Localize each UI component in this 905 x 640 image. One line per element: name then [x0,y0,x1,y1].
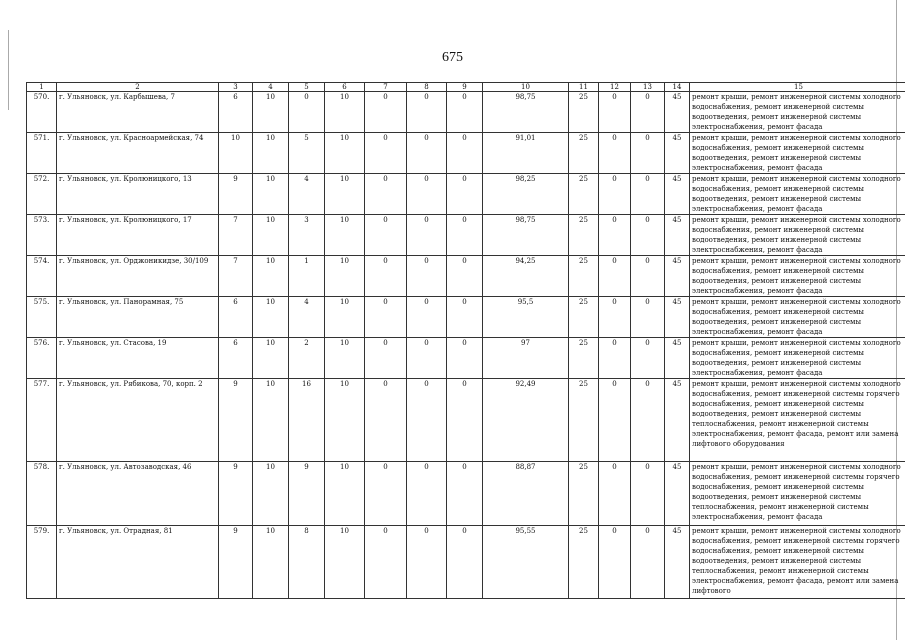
housing-register-table [26,82,905,599]
address-cell: г. Ульяновск, ул. Отрадная, 81 [57,526,219,599]
row-number: 571. [27,133,57,174]
address-cell: г. Ульяновск, ул. Орджоникидзе, 30/109 [57,256,219,297]
col-13: 0 [631,379,665,462]
col-5: 0 [289,92,325,133]
col-13: 0 [631,92,665,133]
column-header-12: 12 [599,83,631,92]
col-8: 0 [407,462,447,526]
col-3: 7 [219,256,253,297]
works-cell: ремонт крыши, ремонт инженерной системы холодного водоснабжения, ремонт инженерной системы водоотведения, ремонт инженерной системы электроснабжения, ремонт фасада [690,174,905,215]
address-cell: г. Ульяновск, ул. Автозаводская, 46 [57,462,219,526]
column-header-2: 2 [57,83,219,92]
left-margin-line [8,30,9,110]
col-7: 0 [365,174,407,215]
col-9: 0 [447,462,483,526]
column-header-14: 14 [665,83,690,92]
column-header-7: 7 [365,83,407,92]
row-number: 579. [27,526,57,599]
column-header-1: 1 [27,83,57,92]
col-9: 0 [447,526,483,599]
table-row [27,174,905,215]
column-header-10: 10 [483,83,569,92]
col-14: 45 [665,526,690,599]
column-header-5: 5 [289,83,325,92]
col-9: 0 [447,92,483,133]
col-5: 16 [289,379,325,462]
column-header-15: 15 [690,83,905,92]
page-number: 675 [442,50,463,65]
col-5: 1 [289,256,325,297]
col-3: 9 [219,462,253,526]
address-cell: г. Ульяновск, ул. Кролюницкого, 17 [57,215,219,256]
table-row [27,215,905,256]
col-11: 25 [569,462,599,526]
address-cell: г. Ульяновск, ул. Стасова, 19 [57,338,219,379]
col-6: 10 [325,174,365,215]
col-4: 10 [253,92,289,133]
col-4: 10 [253,297,289,338]
col-13: 0 [631,526,665,599]
col-7: 0 [365,133,407,174]
col-7: 0 [365,92,407,133]
col-8: 0 [407,133,447,174]
col-4: 10 [253,379,289,462]
col-6: 10 [325,256,365,297]
col-10: 92,49 [483,379,569,462]
col-6: 10 [325,133,365,174]
col-8: 0 [407,526,447,599]
col-4: 10 [253,215,289,256]
col-10: 94,25 [483,256,569,297]
col-12: 0 [599,297,631,338]
col-12: 0 [599,462,631,526]
column-header-9: 9 [447,83,483,92]
col-3: 6 [219,297,253,338]
col-3: 10 [219,133,253,174]
address-cell: г. Ульяновск, ул. Карбышева, 7 [57,92,219,133]
works-cell: ремонт крыши, ремонт инженерной системы холодного водоснабжения, ремонт инженерной системы водоотведения, ремонт инженерной системы электроснабжения, ремонт фасада [690,256,905,297]
col-12: 0 [599,174,631,215]
col-11: 25 [569,133,599,174]
col-10: 98,75 [483,215,569,256]
table-row [27,379,905,462]
table-row [27,462,905,526]
col-9: 0 [447,174,483,215]
col-8: 0 [407,297,447,338]
col-10: 97 [483,338,569,379]
row-number: 577. [27,379,57,462]
col-4: 10 [253,174,289,215]
col-7: 0 [365,462,407,526]
col-11: 25 [569,297,599,338]
col-6: 10 [325,92,365,133]
col-9: 0 [447,215,483,256]
col-10: 95,55 [483,526,569,599]
column-header-11: 11 [569,83,599,92]
col-5: 3 [289,215,325,256]
column-header-3: 3 [219,83,253,92]
col-11: 25 [569,256,599,297]
col-5: 9 [289,462,325,526]
col-9: 0 [447,379,483,462]
col-3: 9 [219,174,253,215]
col-12: 0 [599,338,631,379]
col-10: 95,5 [483,297,569,338]
col-13: 0 [631,133,665,174]
col-14: 45 [665,338,690,379]
col-9: 0 [447,297,483,338]
col-4: 10 [253,256,289,297]
table-row [27,256,905,297]
col-6: 10 [325,462,365,526]
header-row [27,83,905,92]
col-5: 4 [289,297,325,338]
col-7: 0 [365,215,407,256]
works-cell: ремонт крыши, ремонт инженерной системы холодного водоснабжения, ремонт инженерной системы водоотведения, ремонт инженерной системы электроснабжения, ремонт фасада [690,215,905,256]
col-12: 0 [599,526,631,599]
row-number: 572. [27,174,57,215]
col-7: 0 [365,379,407,462]
works-cell: ремонт крыши, ремонт инженерной системы холодного водоснабжения, ремонт инженерной системы водоотведения, ремонт инженерной системы электроснабжения, ремонт фасада [690,297,905,338]
column-header-6: 6 [325,83,365,92]
col-12: 0 [599,379,631,462]
col-6: 10 [325,526,365,599]
col-14: 45 [665,174,690,215]
col-11: 25 [569,526,599,599]
col-7: 0 [365,526,407,599]
col-4: 10 [253,338,289,379]
col-13: 0 [631,256,665,297]
col-12: 0 [599,133,631,174]
col-8: 0 [407,215,447,256]
col-12: 0 [599,92,631,133]
col-8: 0 [407,256,447,297]
column-header-8: 8 [407,83,447,92]
col-12: 0 [599,256,631,297]
col-13: 0 [631,297,665,338]
col-11: 25 [569,174,599,215]
col-3: 7 [219,215,253,256]
col-9: 0 [447,338,483,379]
col-14: 45 [665,133,690,174]
col-14: 45 [665,256,690,297]
col-3: 6 [219,338,253,379]
col-10: 98,25 [483,174,569,215]
col-5: 4 [289,174,325,215]
row-number: 574. [27,256,57,297]
address-cell: г. Ульяновск, ул. Красноармейская, 74 [57,133,219,174]
table-row [27,92,905,133]
col-13: 0 [631,338,665,379]
col-4: 10 [253,526,289,599]
col-13: 0 [631,215,665,256]
col-13: 0 [631,174,665,215]
table-row [27,297,905,338]
col-10: 98,75 [483,92,569,133]
row-number: 575. [27,297,57,338]
address-cell: г. Ульяновск, ул. Рябикова, 70, корп. 2 [57,379,219,462]
col-13: 0 [631,462,665,526]
works-cell: ремонт крыши, ремонт инженерной системы холодного водоснабжения, ремонт инженерной системы горячего водоснабжения, ремонт инженерной системы водоотведения, ремонт инженерной системы теплоснабжения, ремонт инженерной системы электроснабжения, ремонт фасада, ремонт или замена лифтового [690,526,905,599]
address-cell: г. Ульяновск, ул. Панорамная, 75 [57,297,219,338]
table-row [27,133,905,174]
col-5: 8 [289,526,325,599]
works-cell: ремонт крыши, ремонт инженерной системы холодного водоснабжения, ремонт инженерной системы водоотведения, ремонт инженерной системы электроснабжения, ремонт фасада [690,133,905,174]
col-9: 0 [447,256,483,297]
col-11: 25 [569,92,599,133]
col-6: 10 [325,379,365,462]
works-cell: ремонт крыши, ремонт инженерной системы холодного водоснабжения, ремонт инженерной системы горячего водоснабжения, ремонт инженерной системы водоотведения, ремонт инженерной системы теплоснабжения, ремонт инженерной системы электроснабжения, ремонт фасада [690,462,905,526]
col-5: 5 [289,133,325,174]
col-10: 88,87 [483,462,569,526]
col-3: 9 [219,379,253,462]
table-row [27,338,905,379]
column-header-13: 13 [631,83,665,92]
col-11: 25 [569,338,599,379]
works-cell: ремонт крыши, ремонт инженерной системы холодного водоснабжения, ремонт инженерной системы горячего водоснабжения, ремонт инженерной системы водоотведения, ремонт инженерной системы теплоснабжения, ремонт инженерной системы электроснабжения, ремонт фасада, ремонт или замена лифтового оборудования [690,379,905,462]
row-number: 578. [27,462,57,526]
works-cell: ремонт крыши, ремонт инженерной системы холодного водоснабжения, ремонт инженерной системы водоотведения, ремонт инженерной системы электроснабжения, ремонт фасада [690,338,905,379]
column-header-4: 4 [253,83,289,92]
col-4: 10 [253,133,289,174]
address-cell: г. Ульяновск, ул. Кролюницкого, 13 [57,174,219,215]
col-14: 45 [665,297,690,338]
row-number: 570. [27,92,57,133]
col-7: 0 [365,256,407,297]
col-9: 0 [447,133,483,174]
col-14: 45 [665,379,690,462]
col-6: 10 [325,215,365,256]
col-8: 0 [407,174,447,215]
col-11: 25 [569,379,599,462]
col-14: 45 [665,92,690,133]
col-3: 6 [219,92,253,133]
col-3: 9 [219,526,253,599]
col-7: 0 [365,297,407,338]
col-8: 0 [407,379,447,462]
col-6: 10 [325,297,365,338]
row-number: 573. [27,215,57,256]
row-number: 576. [27,338,57,379]
col-14: 45 [665,462,690,526]
col-7: 0 [365,338,407,379]
col-14: 45 [665,215,690,256]
col-8: 0 [407,338,447,379]
col-10: 91,01 [483,133,569,174]
works-cell: ремонт крыши, ремонт инженерной системы холодного водоснабжения, ремонт инженерной системы водоотведения, ремонт инженерной системы электроснабжения, ремонт фасада [690,92,905,133]
col-5: 2 [289,338,325,379]
col-11: 25 [569,215,599,256]
col-4: 10 [253,462,289,526]
col-12: 0 [599,215,631,256]
col-6: 10 [325,338,365,379]
table-row [27,526,905,599]
col-8: 0 [407,92,447,133]
